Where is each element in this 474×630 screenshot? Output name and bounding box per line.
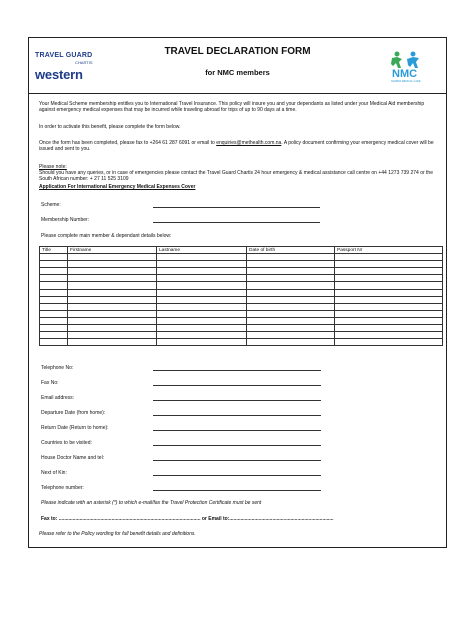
table-cell[interactable]: [40, 310, 68, 317]
table-cell[interactable]: [40, 339, 68, 346]
table-cell[interactable]: [68, 289, 157, 296]
table-cell[interactable]: [335, 339, 443, 346]
table-row: [40, 289, 443, 296]
table-cell[interactable]: [247, 296, 335, 303]
table-cell[interactable]: [335, 261, 443, 268]
intro-paragraph-3-start: Once the form has been completed, please fax to +264 61 287 6091 or email to: [39, 140, 217, 146]
table-row: [40, 261, 443, 268]
note-heading: Please note:: [39, 164, 67, 170]
membership-input-line[interactable]: [153, 222, 320, 223]
table-cell[interactable]: [68, 310, 157, 317]
countries-label: Countries to be visited:: [41, 440, 92, 446]
table-cell[interactable]: [247, 282, 335, 289]
table-cell[interactable]: [157, 254, 247, 261]
table-cell[interactable]: [335, 303, 443, 310]
table-cell[interactable]: [40, 317, 68, 324]
doctor-input-line[interactable]: [153, 460, 321, 461]
column-header-lastname: Lastname: [157, 247, 247, 254]
table-row: [40, 303, 443, 310]
logo-travel-guard-text: TRAVEL GUARD: [35, 52, 93, 59]
table-row: [40, 325, 443, 332]
table-row: [40, 282, 443, 289]
fax-label: Fax No:: [41, 380, 59, 386]
table-cell[interactable]: [335, 275, 443, 282]
table-cell[interactable]: [247, 289, 335, 296]
table-cell[interactable]: [40, 254, 68, 261]
table-cell[interactable]: [247, 339, 335, 346]
column-header-firstname: Firstname: [68, 247, 157, 254]
nmc-logo-tagline: NAMIBIA MEDICAL CARE: [391, 80, 421, 83]
table-row: [40, 275, 443, 282]
table-cell[interactable]: [68, 275, 157, 282]
table-cell[interactable]: [247, 254, 335, 261]
table-cell[interactable]: [247, 310, 335, 317]
table-cell[interactable]: [247, 332, 335, 339]
departure-label: Departure Date (from home):: [41, 410, 106, 416]
return-label: Return Date (Return to home):: [41, 425, 109, 431]
membership-label: Membership Number:: [41, 217, 90, 223]
table-row: [40, 254, 443, 261]
logo-chartis-text: CHARTIS: [75, 60, 93, 65]
table-cell[interactable]: [157, 268, 247, 275]
page-title: TRAVEL DECLARATION FORM: [164, 46, 311, 57]
kin-label: Next of Kin:: [41, 470, 67, 476]
table-cell[interactable]: [335, 282, 443, 289]
email-label: Email address:: [41, 395, 75, 401]
western-logo-text: western: [35, 67, 83, 82]
doctor-label: House Doctor Name and tel:: [41, 455, 105, 461]
table-cell[interactable]: [335, 317, 443, 324]
table-cell[interactable]: [335, 325, 443, 332]
form-page: [28, 37, 447, 548]
kin-input-line[interactable]: [153, 475, 321, 476]
table-cell[interactable]: [335, 310, 443, 317]
table-cell[interactable]: [40, 261, 68, 268]
table-cell[interactable]: [335, 332, 443, 339]
intro-paragraph-2: In order to activate this benefit, please complete the form below.: [39, 124, 181, 130]
intro-paragraph-3: [39, 140, 439, 153]
table-cell[interactable]: [157, 339, 247, 346]
fax-to-field[interactable]: Fax to: ......................................................................................................: [41, 516, 201, 522]
table-cell[interactable]: [247, 261, 335, 268]
table-cell[interactable]: [157, 310, 247, 317]
table-cell[interactable]: [157, 332, 247, 339]
email-link[interactable]: enquiries@methealth.com.na: [216, 140, 282, 146]
table-cell[interactable]: [40, 303, 68, 310]
member-details-table: [39, 246, 443, 346]
table-row: [40, 310, 443, 317]
table-cell[interactable]: [40, 325, 68, 332]
table-row: [40, 296, 443, 303]
nmc-logo-text: NMC: [392, 68, 418, 80]
table-cell[interactable]: [68, 325, 157, 332]
intro-paragraph-1: Your Medical Scheme membership entitles you to International Travel Insurance. This policy will insure you and your dependants as listed under your Medical Aid membership against emergency medical expenses that may be incurred while traveling abroad for trips of up to 90 days at a time.: [39, 101, 425, 114]
page-subtitle: for NMC members: [205, 68, 270, 77]
table-cell[interactable]: [157, 325, 247, 332]
table-instruction: Please complete main member & dependant details below:: [41, 233, 172, 239]
table-cell[interactable]: [68, 332, 157, 339]
table-cell[interactable]: [68, 254, 157, 261]
table-cell[interactable]: [68, 296, 157, 303]
table-row: [40, 268, 443, 275]
table-cell[interactable]: [68, 268, 157, 275]
table-cell[interactable]: [335, 268, 443, 275]
application-heading: Application For International Emergency Medical Expenses Cover: [39, 184, 196, 190]
table-cell[interactable]: [157, 317, 247, 324]
table-cell[interactable]: [247, 268, 335, 275]
table-cell[interactable]: [335, 289, 443, 296]
column-header-title: Title: [40, 247, 68, 254]
table-body: [40, 254, 443, 346]
form-header: [29, 38, 446, 94]
telephone2-input-line[interactable]: [153, 490, 321, 491]
policy-note: Please refer to the Policy wording for full benefit details and definitions.: [39, 531, 196, 537]
table-cell[interactable]: [157, 289, 247, 296]
table-cell[interactable]: [68, 339, 157, 346]
table-row: [40, 332, 443, 339]
fax-email-line: [41, 516, 441, 522]
table-cell[interactable]: [68, 303, 157, 310]
nmc-figures-icon: [388, 50, 428, 70]
email-to-field[interactable]: or Email to:...........................................................................: [201, 516, 334, 522]
note-text: Should you have any queries, or in case of emergencies please contact the Travel Guard Chartis 24 hour emergency & medical assistance call centre on +44 1273 739 274 or the South African number: + 27 11 525 3109: [39, 170, 433, 183]
table-cell[interactable]: [68, 261, 157, 268]
scheme-input-line[interactable]: [153, 207, 320, 208]
table-cell[interactable]: [40, 296, 68, 303]
table-cell[interactable]: [68, 317, 157, 324]
table-cell[interactable]: [157, 261, 247, 268]
table-row: [40, 317, 443, 324]
intro-paragraph-3-end: . A policy document confirming your emergency medical cover will be issued and sent to you.: [39, 140, 434, 153]
asterisk-note: Please indicate with an asterisk (*) to which e-mail/fax the Travel Protection Certificate must be sent: [41, 500, 262, 506]
table-cell[interactable]: [68, 282, 157, 289]
table-cell[interactable]: [247, 317, 335, 324]
table-header-row: [40, 247, 443, 254]
table-cell[interactable]: [157, 275, 247, 282]
telephone2-label: Telephone number:: [41, 485, 84, 491]
table-cell[interactable]: [335, 296, 443, 303]
table-cell[interactable]: [335, 254, 443, 261]
column-header-passport: Passport Nr: [335, 247, 443, 254]
table-cell[interactable]: [157, 303, 247, 310]
countries-input-line[interactable]: [153, 445, 321, 446]
table-cell[interactable]: [247, 275, 335, 282]
table-cell[interactable]: [247, 303, 335, 310]
table-cell[interactable]: [40, 289, 68, 296]
telephone-label: Telephone No:: [41, 365, 74, 371]
table-cell[interactable]: [40, 282, 68, 289]
table-cell[interactable]: [40, 332, 68, 339]
email-input-line[interactable]: [153, 400, 321, 401]
departure-input-line[interactable]: [153, 415, 321, 416]
table-cell[interactable]: [157, 296, 247, 303]
table-cell[interactable]: [247, 325, 335, 332]
scheme-label: Scheme:: [41, 202, 61, 208]
table-cell[interactable]: [40, 268, 68, 275]
table-row: [40, 339, 443, 346]
fax-input-line[interactable]: [153, 385, 321, 386]
telephone-input-line[interactable]: [153, 370, 321, 371]
return-input-line[interactable]: [153, 430, 321, 431]
table-cell[interactable]: [157, 282, 247, 289]
nmc-logo: [388, 50, 428, 86]
column-header-date-of-birth: Date of birth: [247, 247, 335, 254]
table-cell[interactable]: [40, 275, 68, 282]
